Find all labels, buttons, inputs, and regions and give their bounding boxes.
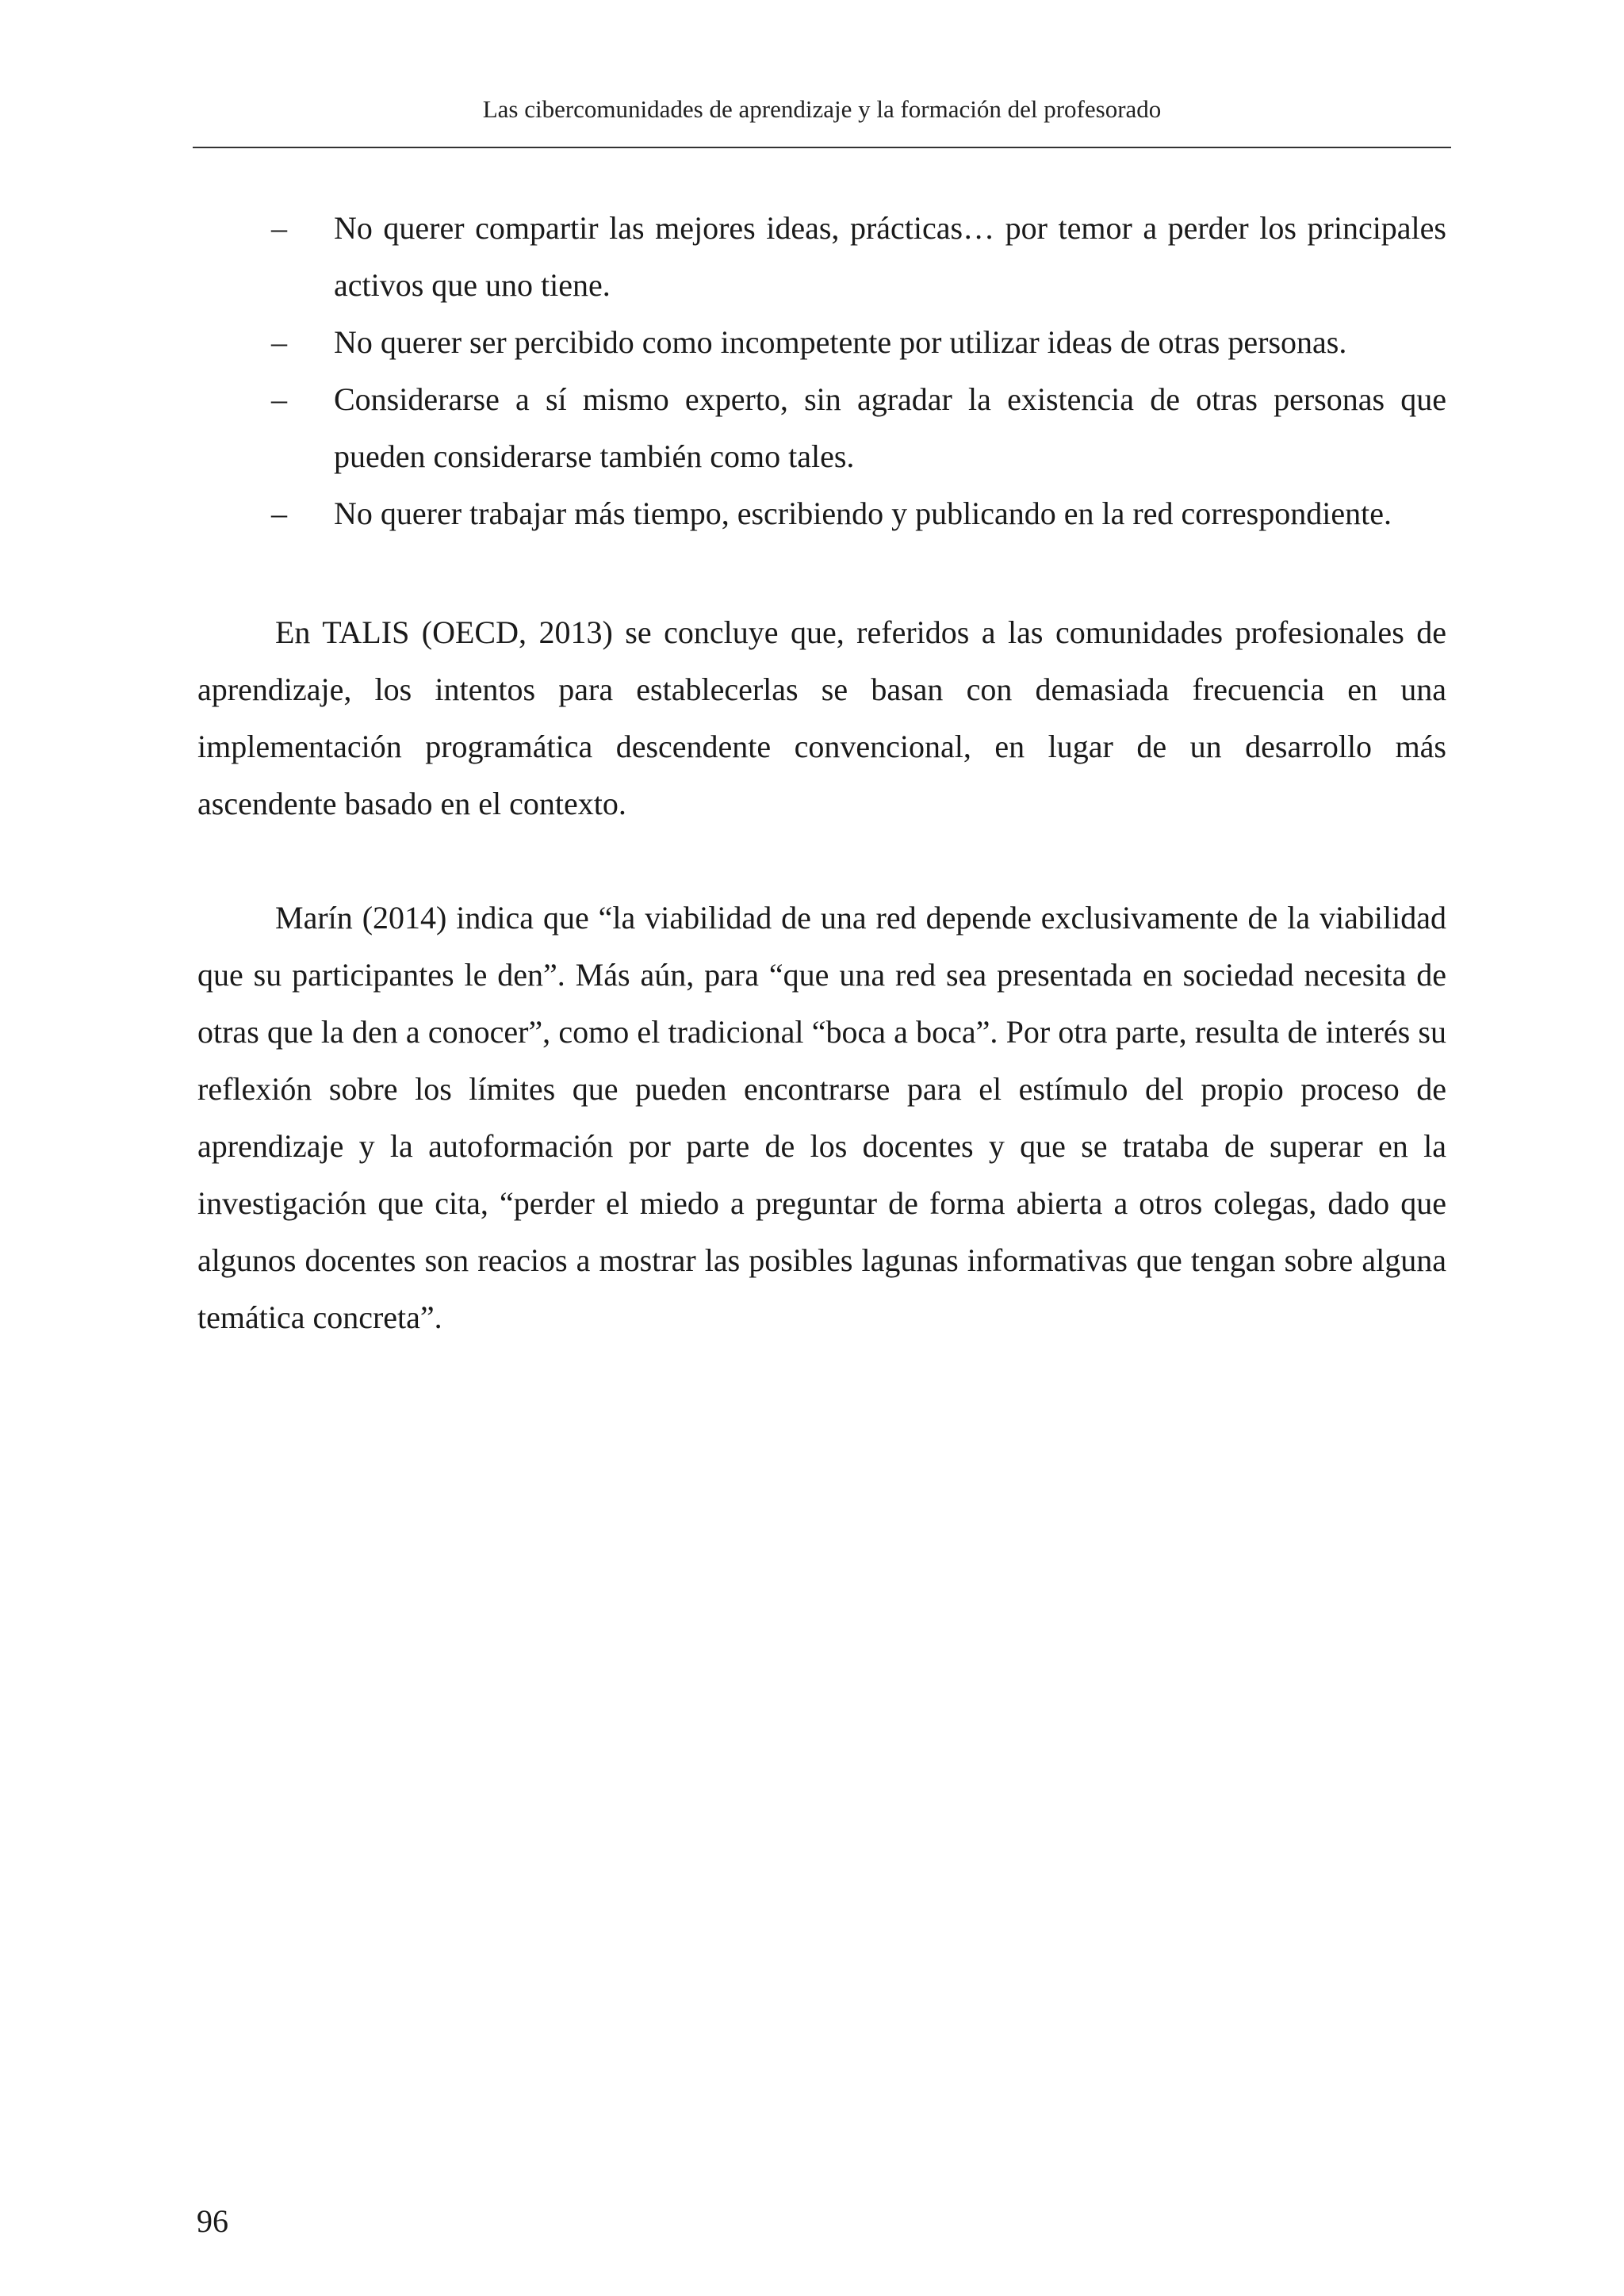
dash-bullet: –: [271, 210, 287, 246]
running-header: Las cibercomunidades de aprendizaje y la formación del profesorado: [482, 95, 1162, 123]
header-rule: [193, 147, 1451, 148]
list-item-text: Considerarse a sí mismo experto, sin agradar la existencia de otras personas que pueden considerarse también como tales.: [334, 381, 1446, 474]
list-item: [193, 371, 1446, 485]
list-item: [193, 200, 1446, 314]
dash-bullet: –: [271, 496, 287, 531]
paragraph-talis: En TALIS (OECD, 2013) se concluye que, referidos a las comunidades profesionales de aprendizaje, los intentos para establecerlas se basan con demasiada frecuencia en una implementación programática descendente convencional, en lugar de un desarrollo más ascendente basado en el contexto.: [197, 614, 1446, 821]
list-item: [193, 485, 1446, 542]
paragraph-marin: Marín (2014) indica que “la viabilidad de una red depende exclusivamente de la viabilidad que su participantes le den”. Más aún, para “que una red sea presentada en sociedad necesita de otras que la den a conocer”, como el tradicional “boca a boca”. Por otra parte, resulta de interés su reflexión sobre los límites que pueden encontrarse para el estímulo del propio proceso de aprendizaje y la autoformación por parte de los docentes y que se trataba de superar en la investigación que cita, “perder el miedo a preguntar de forma abierta a otros colegas, dado que algunos docentes son reacios a mostrar las posibles lagunas informativas que tengan sobre alguna temática concreta”.: [197, 900, 1446, 1335]
dash-bullet: –: [271, 324, 287, 360]
list-item-text: No querer trabajar más tiempo, escribiendo y publicando en la red correspondiente.: [334, 496, 1392, 531]
list-item-text: No querer ser percibido como incompetente por utilizar ideas de otras personas.: [334, 324, 1347, 360]
list-item-text: No querer compartir las mejores ideas, prácticas… por temor a perder los principales activos que uno tiene.: [334, 210, 1446, 303]
bullet-list: [193, 200, 1446, 542]
list-item: [193, 314, 1446, 371]
dash-bullet: –: [271, 381, 287, 417]
page-number: 96: [197, 2203, 228, 2239]
